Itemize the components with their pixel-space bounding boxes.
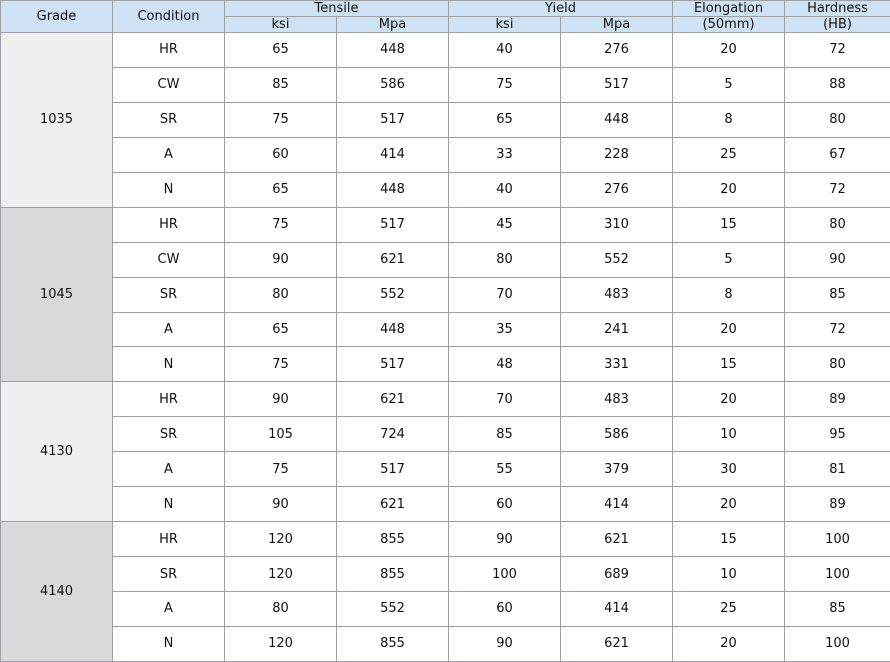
tensile-ksi-cell: 120 (225, 557, 337, 592)
elongation-cell: 20 (673, 312, 785, 347)
tensile-mpa-cell: 621 (337, 242, 449, 277)
condition-cell: HR (113, 382, 225, 417)
condition-cell: N (113, 172, 225, 207)
elongation-cell: 15 (673, 347, 785, 382)
tensile-mpa-cell: 586 (337, 67, 449, 102)
tensile-mpa-cell: 448 (337, 33, 449, 68)
yield-mpa-cell: 621 (561, 626, 673, 661)
yield-ksi-cell: 45 (449, 207, 561, 242)
yield-ksi-cell: 40 (449, 33, 561, 68)
column-header-grade: Grade (1, 1, 113, 33)
table-row (1, 67, 890, 102)
elongation-cell: 25 (673, 592, 785, 627)
table-row (1, 102, 890, 137)
yield-mpa-cell: 228 (561, 137, 673, 172)
hardness-cell: 72 (785, 312, 890, 347)
hardness-cell: 80 (785, 347, 890, 382)
yield-mpa-cell: 331 (561, 347, 673, 382)
yield-mpa-cell: 414 (561, 592, 673, 627)
column-header-condition: Condition (113, 1, 225, 33)
tensile-ksi-cell: 75 (225, 102, 337, 137)
yield-mpa-cell: 310 (561, 207, 673, 242)
tensile-mpa-cell: 855 (337, 557, 449, 592)
yield-ksi-cell: 75 (449, 67, 561, 102)
table-row (1, 557, 890, 592)
hardness-cell: 72 (785, 172, 890, 207)
tensile-mpa-cell: 517 (337, 207, 449, 242)
elongation-cell: 20 (673, 33, 785, 68)
hardness-cell: 88 (785, 67, 890, 102)
grade-cell: 4130 (1, 382, 113, 522)
table-row (1, 592, 890, 627)
tensile-mpa-cell: 855 (337, 626, 449, 661)
condition-cell: A (113, 452, 225, 487)
yield-ksi-cell: 100 (449, 557, 561, 592)
yield-ksi-cell: 90 (449, 626, 561, 661)
elongation-cell: 30 (673, 452, 785, 487)
table-row (1, 522, 890, 557)
yield-ksi-cell: 85 (449, 417, 561, 452)
hardness-cell: 67 (785, 137, 890, 172)
grade-cell: 4140 (1, 522, 113, 662)
table-row (1, 242, 890, 277)
tensile-ksi-cell: 85 (225, 67, 337, 102)
tensile-mpa-cell: 448 (337, 312, 449, 347)
tensile-mpa-cell: 621 (337, 382, 449, 417)
tensile-mpa-cell: 552 (337, 592, 449, 627)
elongation-cell: 10 (673, 557, 785, 592)
yield-mpa-cell: 448 (561, 102, 673, 137)
hardness-cell: 80 (785, 207, 890, 242)
yield-ksi-cell: 48 (449, 347, 561, 382)
condition-cell: SR (113, 102, 225, 137)
elongation-cell: 5 (673, 242, 785, 277)
yield-ksi-cell: 60 (449, 592, 561, 627)
elongation-cell: 20 (673, 487, 785, 522)
column-header-yield: Yield (449, 1, 673, 17)
table-row (1, 452, 890, 487)
tensile-ksi-cell: 60 (225, 137, 337, 172)
table-row (1, 172, 890, 207)
yield-mpa-cell: 689 (561, 557, 673, 592)
tensile-ksi-cell: 90 (225, 382, 337, 417)
yield-ksi-cell: 40 (449, 172, 561, 207)
tensile-ksi-cell: 65 (225, 312, 337, 347)
yield-ksi-cell: 65 (449, 102, 561, 137)
yield-mpa-cell: 379 (561, 452, 673, 487)
tensile-mpa-cell: 448 (337, 172, 449, 207)
yield-ksi-cell: 70 (449, 277, 561, 312)
table-row (1, 33, 890, 68)
condition-cell: HR (113, 33, 225, 68)
condition-cell: HR (113, 522, 225, 557)
yield-mpa-cell: 276 (561, 172, 673, 207)
elongation-cell: 8 (673, 102, 785, 137)
column-header-hardness-unit: (HB) (785, 17, 890, 33)
elongation-cell: 20 (673, 382, 785, 417)
tensile-mpa-cell: 724 (337, 417, 449, 452)
table-row (1, 487, 890, 522)
table-header (1, 1, 890, 33)
condition-cell: A (113, 137, 225, 172)
condition-cell: A (113, 592, 225, 627)
tensile-mpa-cell: 621 (337, 487, 449, 522)
tensile-ksi-cell: 80 (225, 592, 337, 627)
hardness-cell: 80 (785, 102, 890, 137)
yield-mpa-cell: 586 (561, 417, 673, 452)
condition-cell: N (113, 487, 225, 522)
tensile-ksi-cell: 120 (225, 626, 337, 661)
grade-cell: 1045 (1, 207, 113, 382)
grade-cell: 1035 (1, 33, 113, 208)
tensile-ksi-cell: 80 (225, 277, 337, 312)
condition-cell: SR (113, 417, 225, 452)
elongation-cell: 20 (673, 626, 785, 661)
condition-cell: CW (113, 242, 225, 277)
hardness-cell: 85 (785, 277, 890, 312)
elongation-cell: 15 (673, 522, 785, 557)
yield-mpa-cell: 552 (561, 242, 673, 277)
hardness-cell: 95 (785, 417, 890, 452)
elongation-cell: 10 (673, 417, 785, 452)
column-header-hardness: Hardness (785, 1, 890, 17)
table-row (1, 382, 890, 417)
yield-ksi-cell: 33 (449, 137, 561, 172)
condition-cell: SR (113, 557, 225, 592)
column-header-yield-ksi: ksi (449, 17, 561, 33)
elongation-cell: 8 (673, 277, 785, 312)
tensile-mpa-cell: 517 (337, 102, 449, 137)
tensile-ksi-cell: 90 (225, 242, 337, 277)
table-row (1, 137, 890, 172)
hardness-cell: 100 (785, 557, 890, 592)
yield-ksi-cell: 35 (449, 312, 561, 347)
elongation-cell: 20 (673, 172, 785, 207)
tensile-ksi-cell: 105 (225, 417, 337, 452)
column-header-tensile-mpa: Mpa (337, 17, 449, 33)
tensile-mpa-cell: 855 (337, 522, 449, 557)
table-body (1, 33, 890, 662)
column-header-elongation-unit: (50mm) (673, 17, 785, 33)
tensile-mpa-cell: 517 (337, 347, 449, 382)
tensile-ksi-cell: 65 (225, 172, 337, 207)
yield-ksi-cell: 60 (449, 487, 561, 522)
yield-mpa-cell: 483 (561, 382, 673, 417)
table-row (1, 277, 890, 312)
tensile-ksi-cell: 75 (225, 452, 337, 487)
yield-mpa-cell: 276 (561, 33, 673, 68)
elongation-cell: 15 (673, 207, 785, 242)
yield-ksi-cell: 55 (449, 452, 561, 487)
tensile-ksi-cell: 120 (225, 522, 337, 557)
table-header-row-primary (1, 1, 890, 17)
hardness-cell: 81 (785, 452, 890, 487)
condition-cell: HR (113, 207, 225, 242)
tensile-ksi-cell: 65 (225, 33, 337, 68)
yield-mpa-cell: 517 (561, 67, 673, 102)
column-header-tensile: Tensile (225, 1, 449, 17)
hardness-cell: 89 (785, 382, 890, 417)
table-row (1, 626, 890, 661)
tensile-ksi-cell: 90 (225, 487, 337, 522)
yield-ksi-cell: 90 (449, 522, 561, 557)
hardness-cell: 89 (785, 487, 890, 522)
hardness-cell: 100 (785, 626, 890, 661)
yield-mpa-cell: 483 (561, 277, 673, 312)
yield-mpa-cell: 241 (561, 312, 673, 347)
table-row (1, 312, 890, 347)
condition-cell: A (113, 312, 225, 347)
yield-mpa-cell: 414 (561, 487, 673, 522)
table-row (1, 207, 890, 242)
hardness-cell: 100 (785, 522, 890, 557)
tensile-mpa-cell: 517 (337, 452, 449, 487)
yield-mpa-cell: 621 (561, 522, 673, 557)
table-row (1, 347, 890, 382)
column-header-elongation: Elongation (673, 1, 785, 17)
hardness-cell: 72 (785, 33, 890, 68)
elongation-cell: 25 (673, 137, 785, 172)
condition-cell: N (113, 347, 225, 382)
condition-cell: CW (113, 67, 225, 102)
tensile-ksi-cell: 75 (225, 207, 337, 242)
hardness-cell: 85 (785, 592, 890, 627)
yield-ksi-cell: 70 (449, 382, 561, 417)
tensile-ksi-cell: 75 (225, 347, 337, 382)
tensile-mpa-cell: 552 (337, 277, 449, 312)
hardness-cell: 90 (785, 242, 890, 277)
table-row (1, 417, 890, 452)
column-header-yield-mpa: Mpa (561, 17, 673, 33)
yield-ksi-cell: 80 (449, 242, 561, 277)
column-header-tensile-ksi: ksi (225, 17, 337, 33)
tensile-mpa-cell: 414 (337, 137, 449, 172)
elongation-cell: 5 (673, 67, 785, 102)
condition-cell: SR (113, 277, 225, 312)
condition-cell: N (113, 626, 225, 661)
